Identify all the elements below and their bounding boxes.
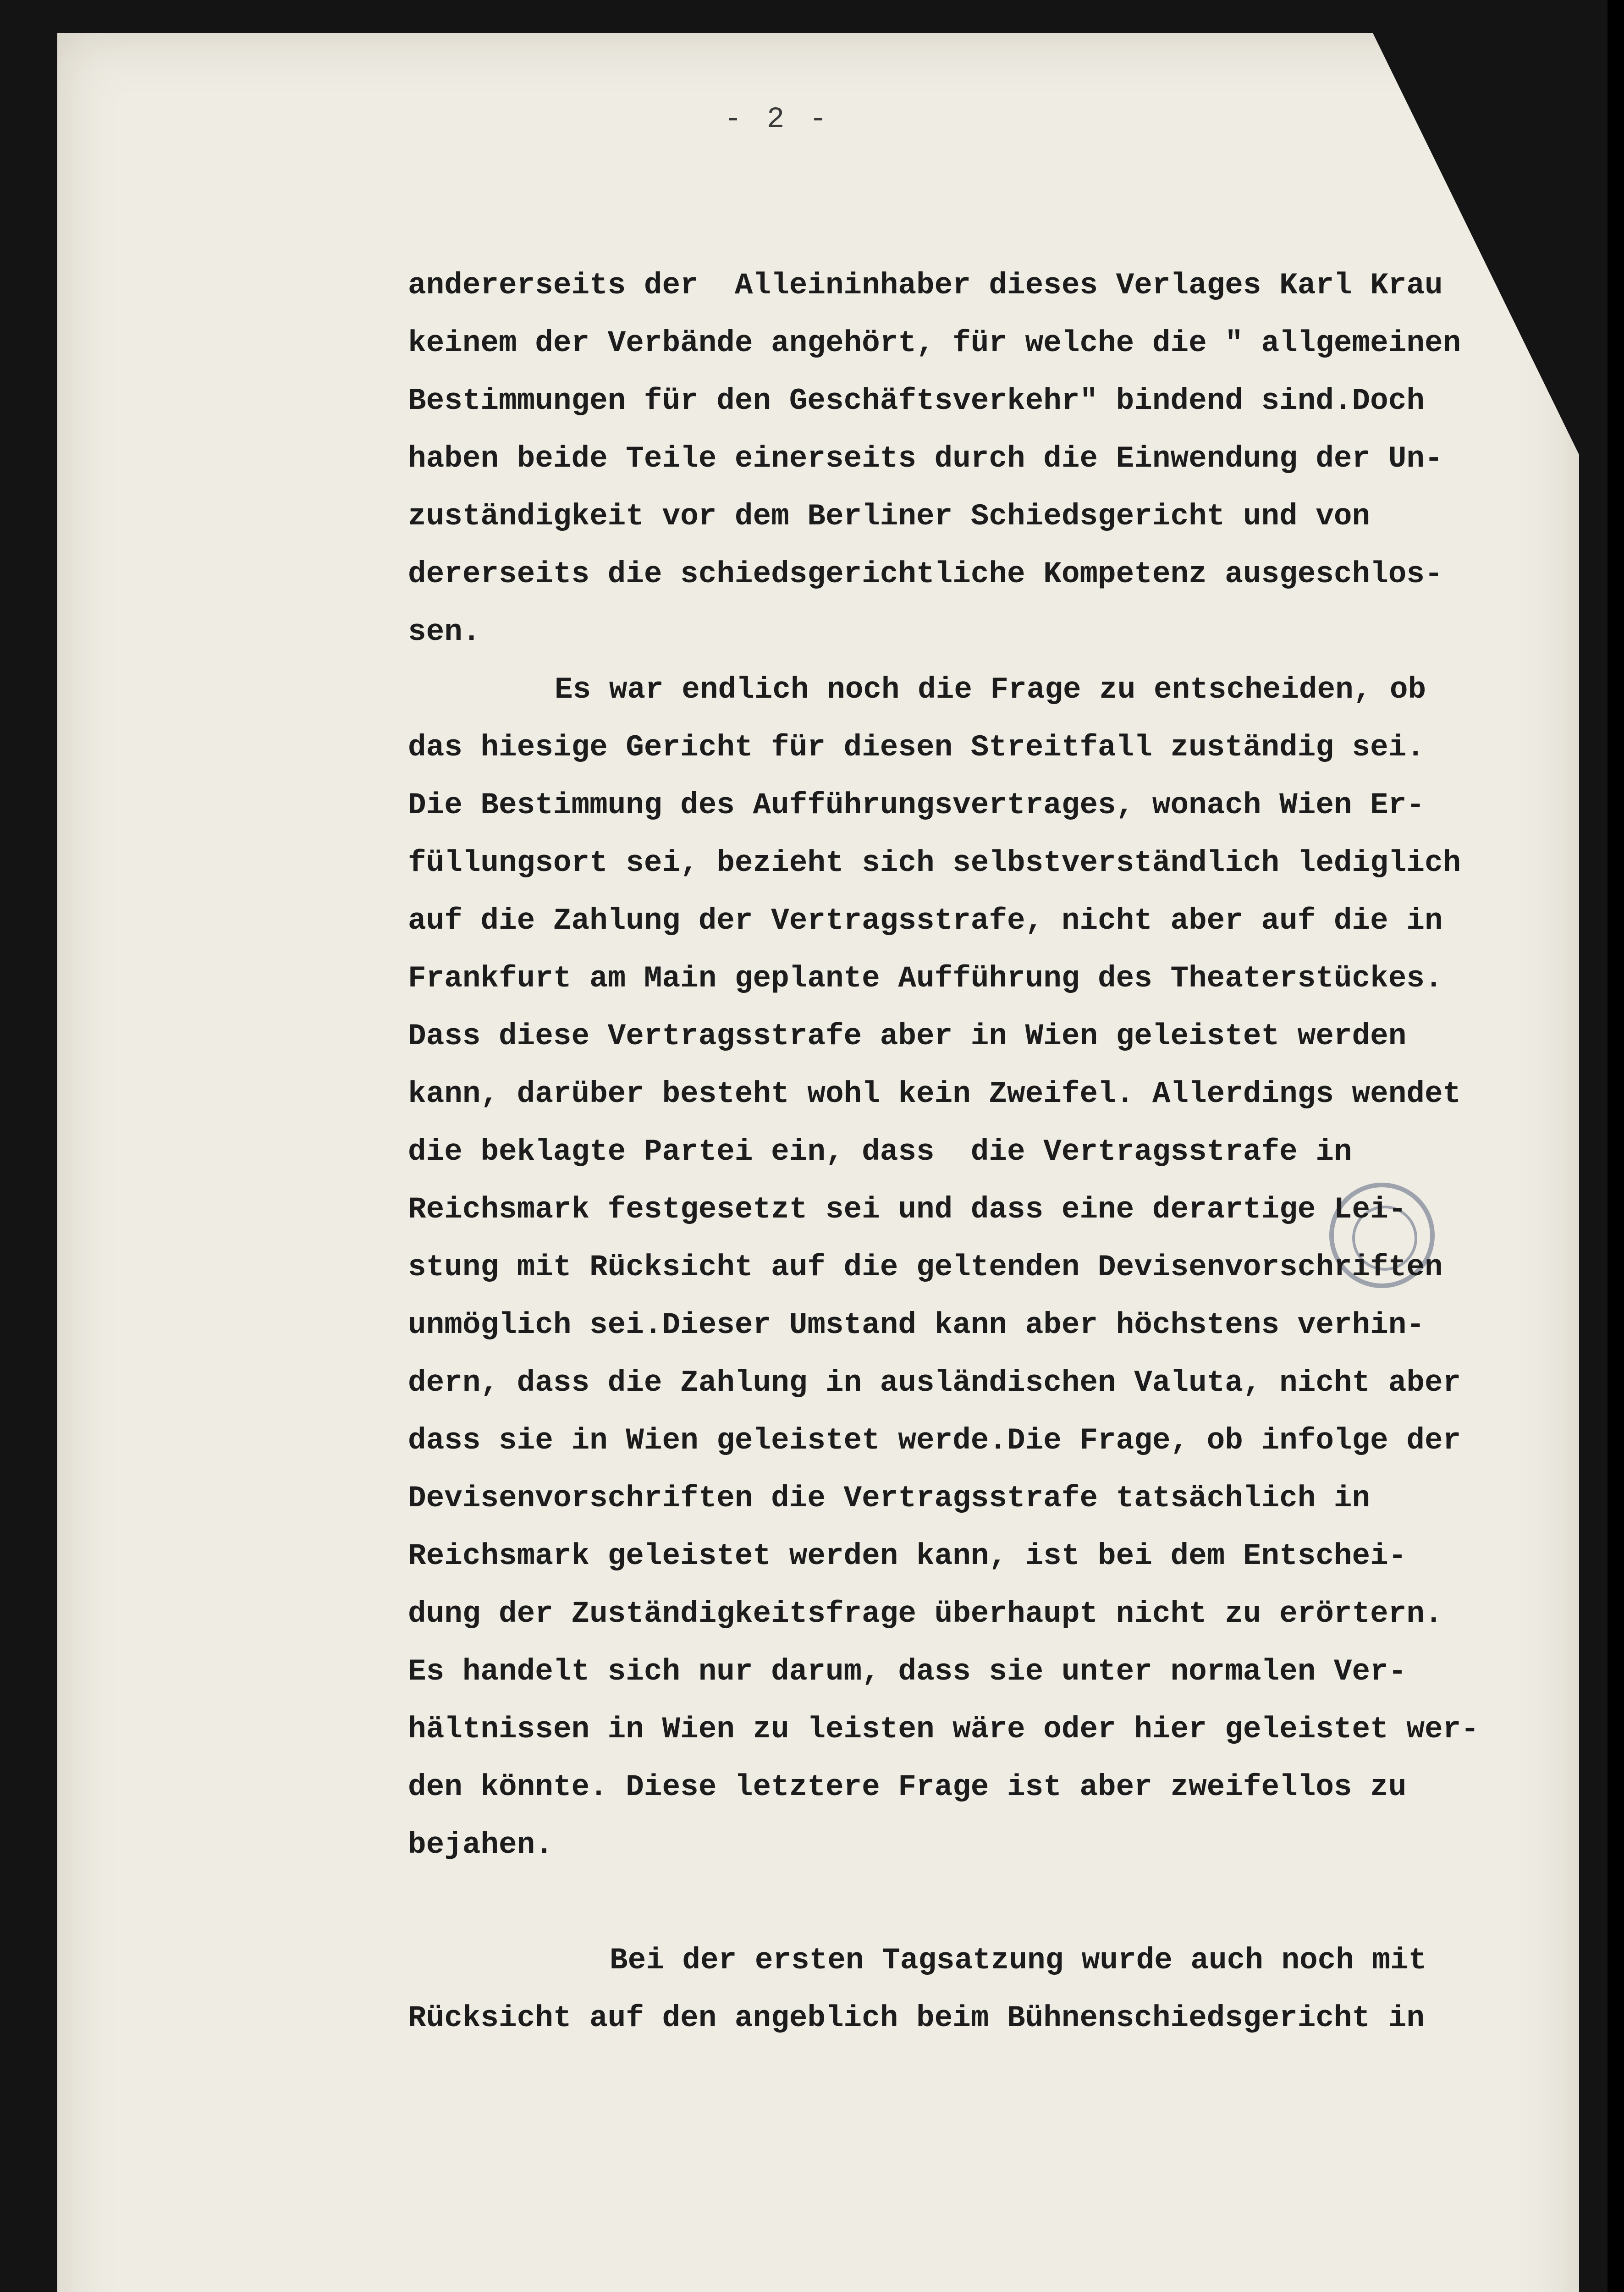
text-line: sen. — [408, 615, 481, 649]
text-line: Es handelt sich nur darum, dass sie unter normalen Ver- — [408, 1654, 1407, 1689]
typed-body-text — [408, 257, 1517, 2047]
text-line: keinem der Verbände angehört, für welche die " allgemeinen — [408, 326, 1461, 360]
text-line: das hiesige Gericht für diesen Streitfall zuständig sei. — [408, 730, 1425, 765]
scan-border — [1607, 0, 1624, 2292]
text-line: Frankfurt am Main geplante Aufführung des Theaterstückes. — [408, 961, 1443, 996]
text-line: stung mit Rücksicht auf die geltenden Devisenvorschriften — [408, 1250, 1443, 1284]
text-line: Devisenvorschriften die Vertragsstrafe tatsächlich in — [408, 1481, 1371, 1515]
text-line: kann, darüber besteht wohl kein Zweifel. Allerdings wendet — [408, 1077, 1461, 1111]
text-line: Es war endlich noch die Frage zu entscheiden, ob — [555, 672, 1426, 707]
text-line: dass sie in Wien geleistet werde.Die Frage, ob infolge der — [408, 1423, 1461, 1458]
text-line: zuständigkeit vor dem Berliner Schiedsgericht und von — [408, 499, 1371, 534]
text-line: Bei der ersten Tagsatzung wurde auch noch mit — [610, 1943, 1427, 1978]
text-line: Reichsmark festgesetzt sei und dass eine derartige Lei- — [408, 1192, 1407, 1227]
text-line: haben beide Teile einerseits durch die Einwendung der Un- — [408, 441, 1443, 476]
text-line: unmöglich sei.Dieser Umstand kann aber höchstens verhin- — [408, 1308, 1425, 1342]
text-line: auf die Zahlung der Vertragsstrafe, nicht aber auf die in — [408, 904, 1443, 938]
text-line: Bestimmungen für den Geschäftsverkehr" bindend sind.Doch — [408, 384, 1425, 418]
text-line — [408, 1874, 1517, 1932]
text-line: füllungsort sei, bezieht sich selbstverständlich lediglich — [408, 846, 1461, 880]
text-line: bejahen. — [408, 1828, 553, 1862]
text-line: Rücksicht auf den angeblich beim Bühnenschiedsgericht in — [408, 2001, 1425, 2035]
text-line: die beklagte Partei ein, dass die Vertragsstrafe in — [408, 1135, 1352, 1169]
text-line: den könnte. Diese letztere Frage ist aber zweifellos zu — [408, 1770, 1407, 1804]
text-line: dererseits die schiedsgerichtliche Kompetenz ausgeschlos- — [408, 557, 1443, 591]
text-line: Die Bestimmung des Aufführungsvertrages, wonach Wien Er- — [408, 788, 1425, 822]
text-line: hältnissen in Wien zu leisten wäre oder hier geleistet wer- — [408, 1712, 1479, 1747]
text-line: andererseits der Alleininhaber dieses Verlages Karl Krau — [408, 268, 1443, 303]
text-line: dern, dass die Zahlung in ausländischen Valuta, nicht aber — [408, 1366, 1461, 1400]
text-line: Dass diese Vertragsstrafe aber in Wien geleistet werden — [408, 1019, 1407, 1053]
text-line: Reichsmark geleistet werden kann, ist bei dem Entschei- — [408, 1539, 1407, 1573]
text-line: dung der Zuständigkeitsfrage überhaupt nicht zu erörtern. — [408, 1597, 1443, 1631]
page-number: - 2 - — [724, 103, 831, 136]
